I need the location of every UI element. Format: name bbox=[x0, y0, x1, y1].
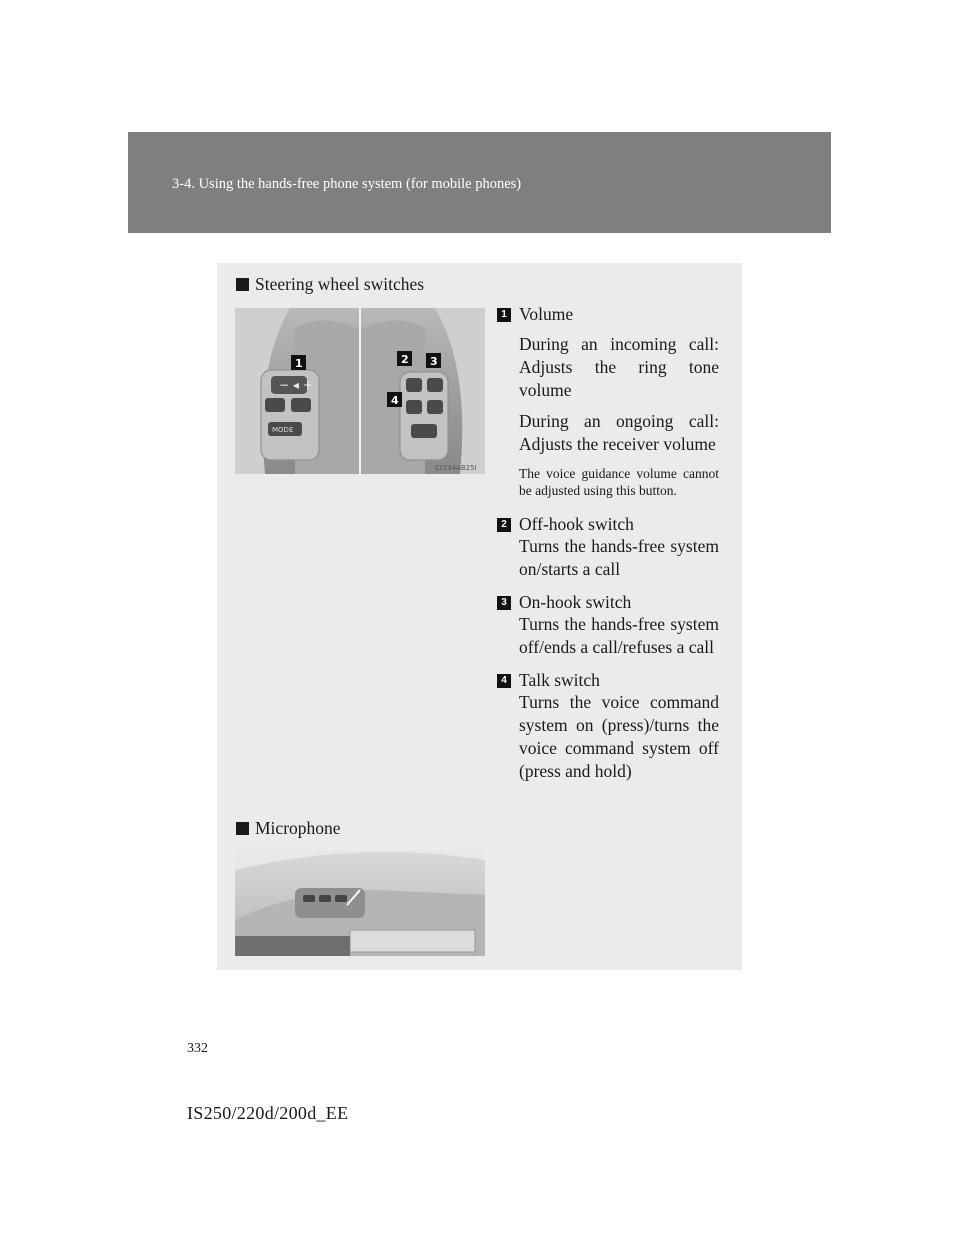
callout-1: 1 bbox=[295, 357, 303, 370]
square-bullet-icon bbox=[236, 278, 249, 291]
item-description: Turns the voice command system on (press)/turns the voice command system off (press and hold) bbox=[519, 692, 719, 781]
steering-wheel-switches-image bbox=[235, 308, 485, 474]
svg-text:− ◂ +: − ◂ + bbox=[279, 378, 313, 392]
switch-list bbox=[497, 303, 719, 783]
callout-2: 2 bbox=[401, 353, 409, 366]
callout-badge: 2 bbox=[497, 518, 511, 532]
callout-badge: 1 bbox=[497, 308, 511, 322]
callout-badge: 3 bbox=[497, 596, 511, 610]
item-note: The voice guidance volume cannot be adjusted using this button. bbox=[519, 466, 719, 498]
item-paragraph: During an ongoing call: Adjusts the receiver volume bbox=[519, 411, 719, 454]
page-number: 332 bbox=[187, 1041, 208, 1056]
item-title: Talk switch bbox=[519, 670, 600, 690]
item-title: Off-hook switch bbox=[519, 514, 634, 534]
item-description: Turns the hands-free system off/ends a call/refuses a call bbox=[519, 614, 719, 657]
item-title: Volume bbox=[519, 304, 574, 324]
square-bullet-icon bbox=[236, 822, 249, 835]
microphone-image bbox=[235, 850, 485, 956]
content-panel bbox=[217, 263, 742, 970]
model-code: IS250/220d/200d_EE bbox=[187, 1103, 349, 1123]
steering-heading: Steering wheel switches bbox=[236, 274, 424, 295]
callout-badge: 4 bbox=[497, 674, 511, 688]
image-code: CLY34AB25I bbox=[435, 464, 477, 472]
mode-label: MODE bbox=[272, 426, 294, 434]
microphone-heading: Microphone bbox=[236, 818, 341, 839]
callout-4: 4 bbox=[391, 394, 399, 407]
list-item bbox=[497, 591, 719, 659]
item-description: Turns the hands-free system on/starts a call bbox=[519, 536, 719, 579]
header-bar bbox=[128, 132, 831, 233]
list-item bbox=[497, 669, 719, 783]
item-title: On-hook switch bbox=[519, 592, 632, 612]
callout-3: 3 bbox=[430, 355, 438, 368]
list-item bbox=[497, 303, 719, 499]
section-title: 3-4. Using the hands-free phone system (for mobile phones) bbox=[172, 176, 522, 192]
item-paragraph: During an incoming call: Adjusts the ring tone volume bbox=[519, 334, 719, 400]
list-item bbox=[497, 513, 719, 581]
